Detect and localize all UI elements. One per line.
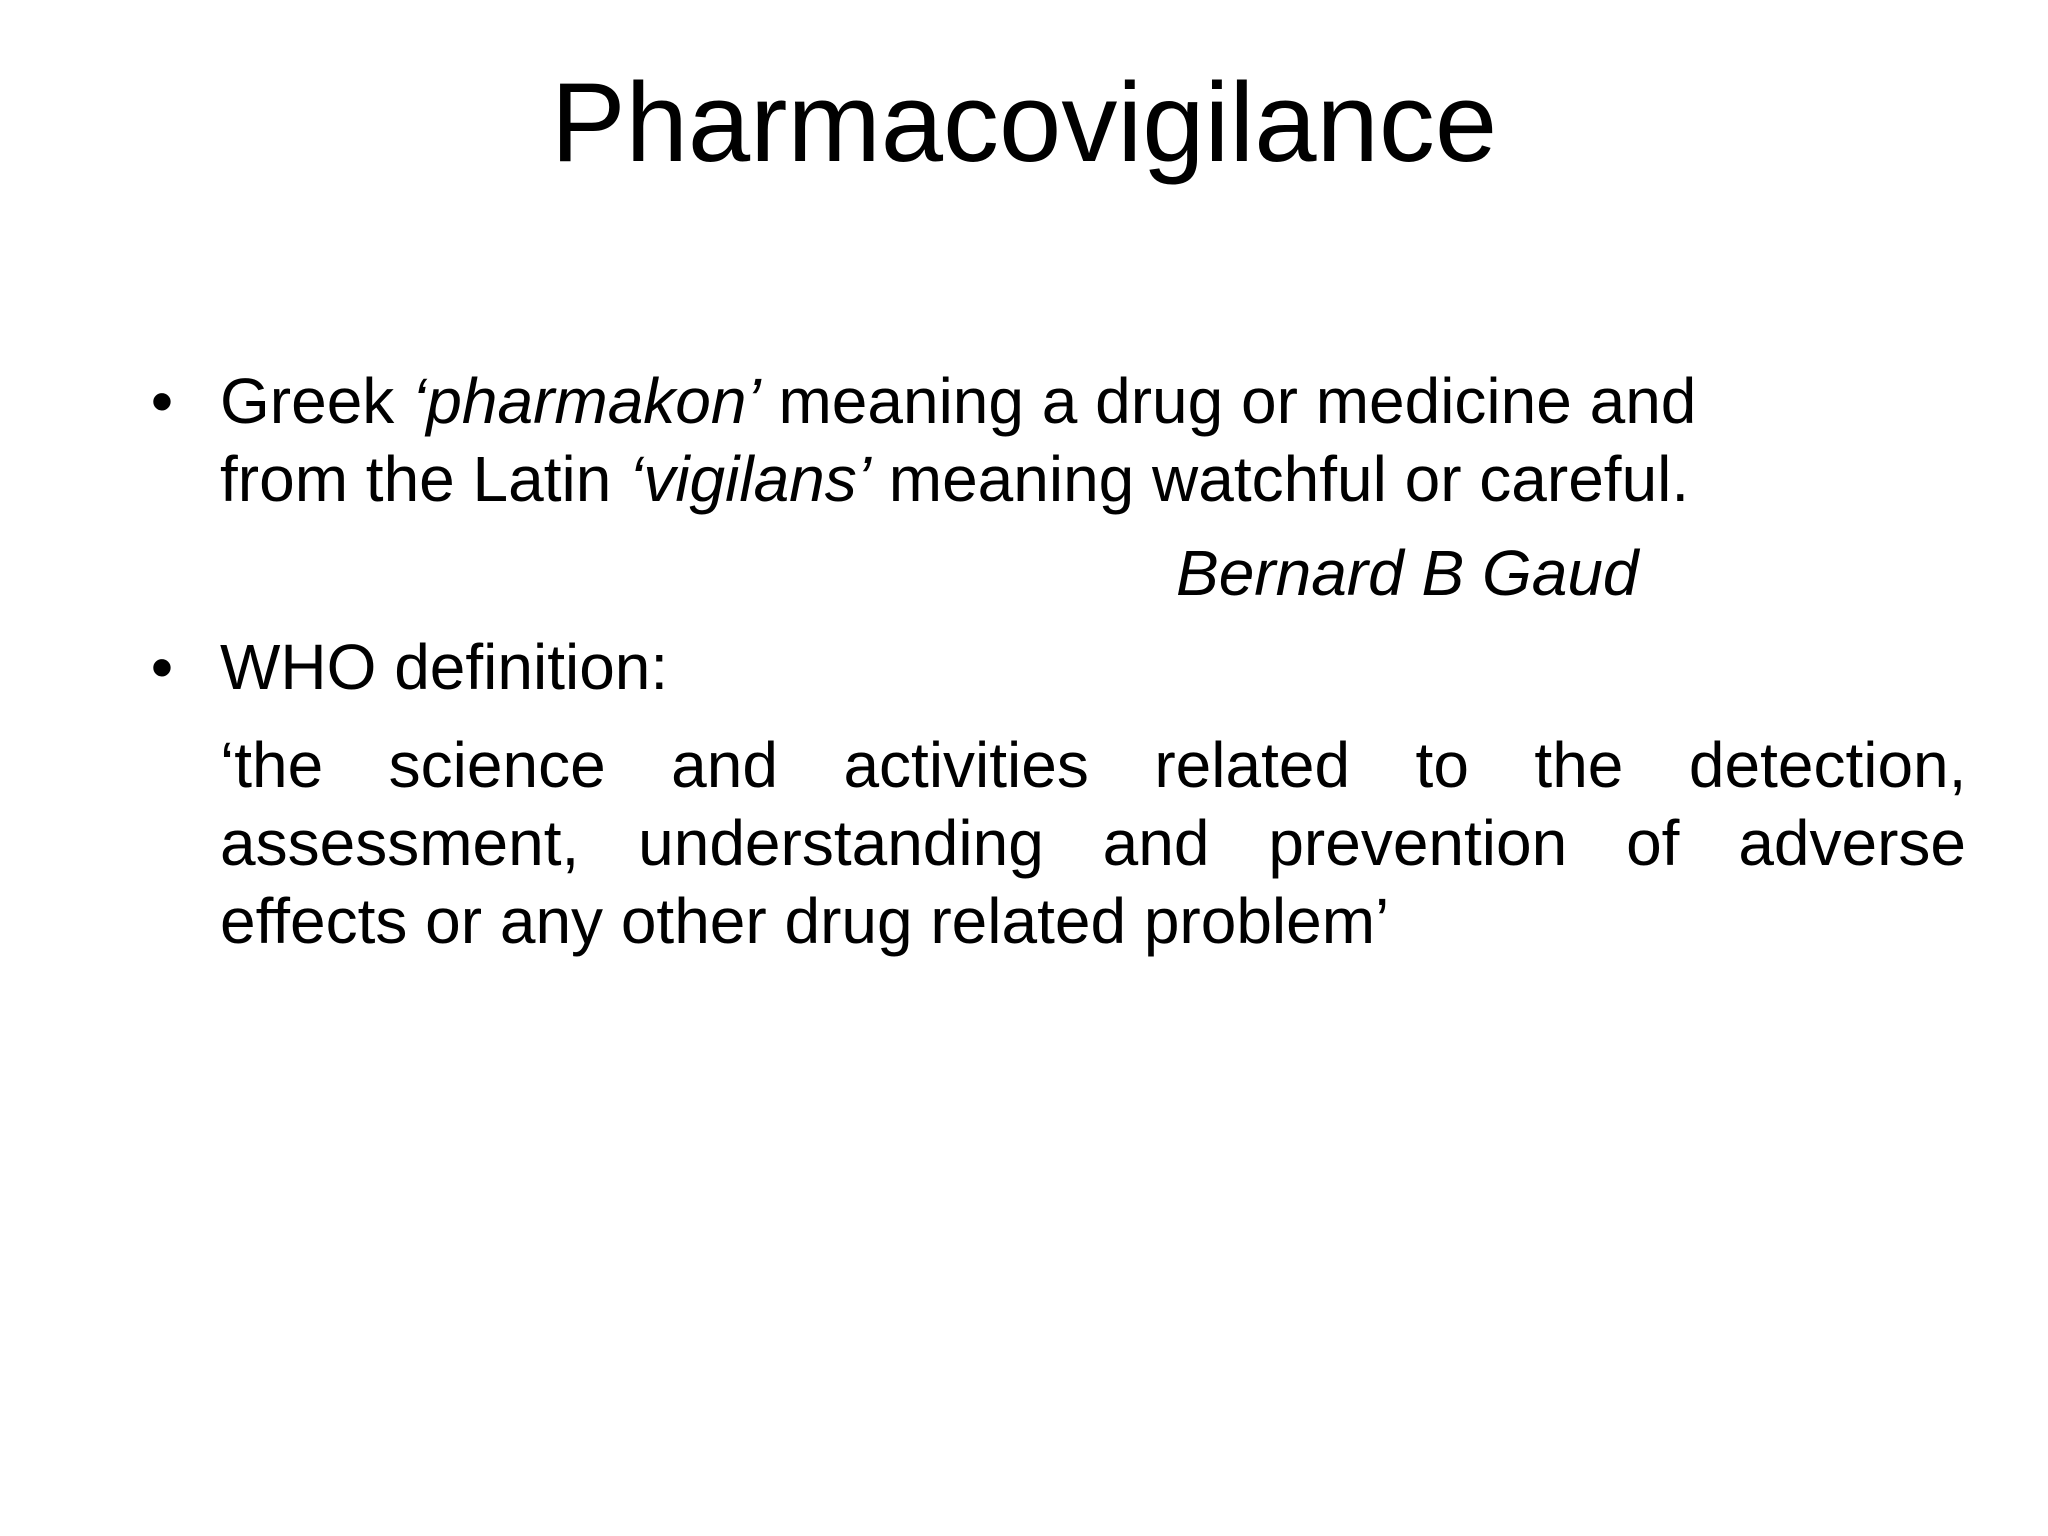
quote-line-1: ‘the science and activities related to the detection, bbox=[220, 729, 1967, 801]
who-definition-label: WHO definition: bbox=[220, 631, 669, 703]
bullet-marker: • bbox=[150, 631, 174, 703]
greek-term: ‘pharmakon’ bbox=[412, 365, 761, 437]
slide-title: Pharmacovigilance bbox=[550, 60, 1498, 185]
bullet-1-line-2-pre: from the Latin bbox=[220, 443, 630, 515]
who-definition-quote bbox=[220, 726, 1966, 960]
bullet-marker: • bbox=[150, 365, 174, 437]
bullet-1-line-1 bbox=[220, 362, 1696, 440]
quote-line-3: effects or any other drug related problem’ bbox=[220, 885, 1390, 957]
quote-line-2: assessment, understanding and prevention of adverse bbox=[220, 807, 1966, 879]
bullet-1-line-2 bbox=[220, 440, 1689, 518]
bullet-1-line-1-pre: Greek bbox=[220, 365, 413, 437]
latin-term: ‘vigilans’ bbox=[629, 443, 871, 515]
bullet-1-line-1-post: meaning a drug or medicine and bbox=[760, 365, 1697, 437]
bullet-1-line-2-post: meaning watchful or careful. bbox=[870, 443, 1690, 515]
attribution: Bernard B Gaud bbox=[1176, 537, 1639, 609]
